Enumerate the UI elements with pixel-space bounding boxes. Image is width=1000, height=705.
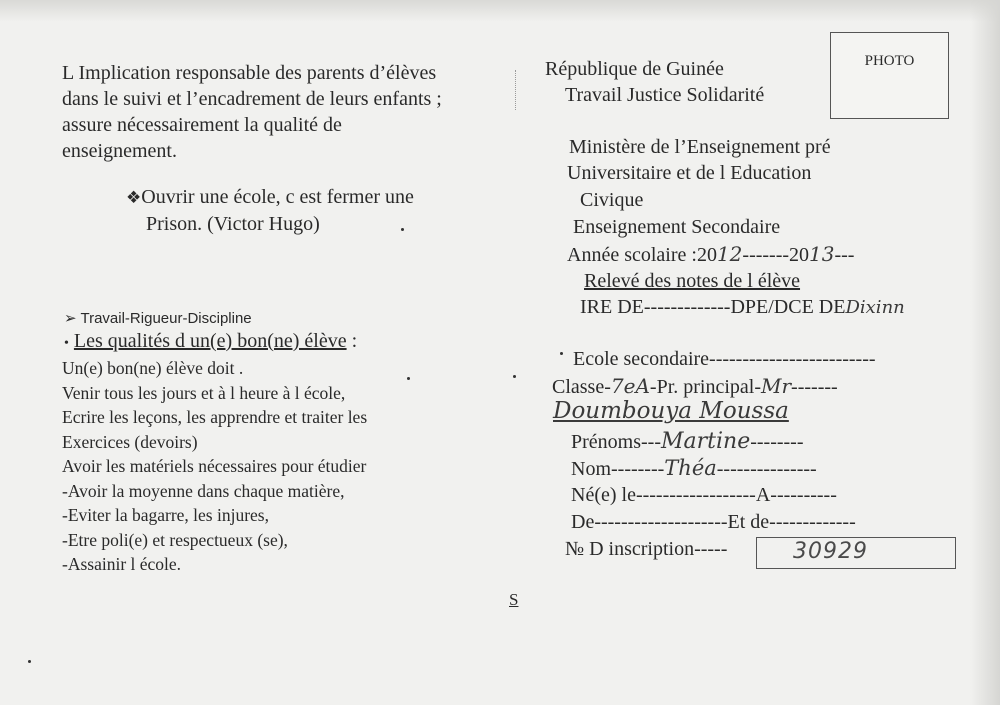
classe-handwritten: 7eA <box>610 374 650 398</box>
inscription-number-box <box>756 537 956 569</box>
list-item: Un(e) bon(ne) élève doit . <box>62 358 244 378</box>
year-end-handwritten: 13 <box>809 242 835 266</box>
qualities-list <box>62 356 367 577</box>
scan-speck <box>407 377 410 380</box>
education-level: Enseignement Secondaire <box>573 216 781 238</box>
inscription-number-handwritten: 30929 <box>793 539 868 564</box>
principal-title-handwritten: Mr <box>761 374 792 398</box>
classe-label: Classe- <box>552 376 611 398</box>
intro-line: dans le suivi et l’encadrement de leurs enfants ; <box>62 88 442 110</box>
scan-edge-right <box>970 0 1000 705</box>
prenom-label: Prénoms--- <box>571 431 661 453</box>
qualities-title: Les qualités d un(e) bon(ne) élève <box>73 330 347 352</box>
quote-line: Ouvrir une école, c est fermer une <box>141 186 414 208</box>
scan-speck <box>28 660 31 663</box>
year-trail: --- <box>834 244 855 266</box>
photo-box <box>830 32 949 119</box>
diamond-bullet-icon: ❖ <box>126 188 142 208</box>
releve-title: Relevé des notes de l élève <box>584 270 801 292</box>
list-item: -Eviter la bagarre, les injures, <box>62 505 269 525</box>
year-start-handwritten: 12 <box>716 242 743 266</box>
scan-speck <box>560 352 563 355</box>
intro-paragraph <box>62 60 442 164</box>
photo-label: PHOTO <box>864 53 915 69</box>
nom-trail: --------------- <box>716 458 817 480</box>
ministry-line: Universitaire et de l Education <box>567 162 812 184</box>
quote-line: Prison. (Victor Hugo) <box>146 213 320 235</box>
parents-line: De--------------------Et de------------- <box>571 511 856 533</box>
prenom-handwritten: Martine <box>660 429 751 454</box>
principal-name-handwritten: Doumbouya Moussa <box>553 398 789 424</box>
ecole-secondaire-line: Ecole secondaire------------------------- <box>573 348 876 370</box>
intro-line: L Implication responsable des parents d’élèves <box>62 62 437 84</box>
list-item: -Avoir la moyenne dans chaque matière, <box>62 480 345 501</box>
dce-handwritten: Dixinn <box>845 297 905 318</box>
list-item: -Assainir l école. <box>62 554 182 574</box>
national-motto: Travail Justice Solidarité <box>565 84 765 106</box>
list-item: Exercices (devoirs) <box>62 431 198 452</box>
victor-hugo-quote <box>126 184 414 237</box>
nom-label: Nom-------- <box>571 458 665 480</box>
intro-line: enseignement. <box>62 140 177 162</box>
motto-text: Travail-Rigueur-Discipline <box>80 310 252 327</box>
nom-line <box>571 456 817 481</box>
intro-line: assure nécessairement la qualité de <box>62 114 342 136</box>
country-name: République de Guinée <box>545 58 724 80</box>
principal-label: -Pr. principal- <box>649 376 761 398</box>
inscription-label: № D inscription----- <box>565 538 728 560</box>
school-motto <box>64 309 252 327</box>
ministry-line: Ministère de l’Enseignement pré <box>569 136 831 158</box>
ministry-line: Civique <box>580 189 644 211</box>
prenom-line <box>571 429 804 454</box>
fold-mark <box>515 70 517 110</box>
arrow-bullet-icon: ➢ <box>64 310 77 327</box>
qualities-colon: : <box>346 330 358 352</box>
list-item: -Etre poli(e) et respectueux (se), <box>62 529 288 550</box>
year-separator: -------20 <box>742 244 810 266</box>
ire-dce-line <box>580 296 905 319</box>
page-letter: S <box>509 590 519 609</box>
year-label: Année scolaire :20 <box>567 244 717 266</box>
qualities-heading <box>64 330 357 353</box>
prenom-trail: -------- <box>750 431 804 453</box>
list-item: Venir tous les jours et à l heure à l école, <box>62 382 346 403</box>
ire-dce-label: IRE DE-------------DPE/DCE DE <box>580 296 846 318</box>
birth-line: Né(e) le------------------A---------- <box>571 484 837 506</box>
scan-edge-top <box>0 0 1000 22</box>
scan-speck <box>513 375 516 378</box>
scan-speck <box>401 228 404 231</box>
list-item: Avoir les matériels nécessaires pour étudier <box>62 456 367 476</box>
school-year <box>567 242 854 267</box>
bullet-icon: • <box>64 336 69 351</box>
nom-handwritten: Théa <box>664 456 717 480</box>
principal-trail: ------- <box>791 376 838 398</box>
list-item: Ecrire les leçons, les apprendre et traiter les <box>62 407 368 427</box>
classe-line <box>552 374 838 399</box>
